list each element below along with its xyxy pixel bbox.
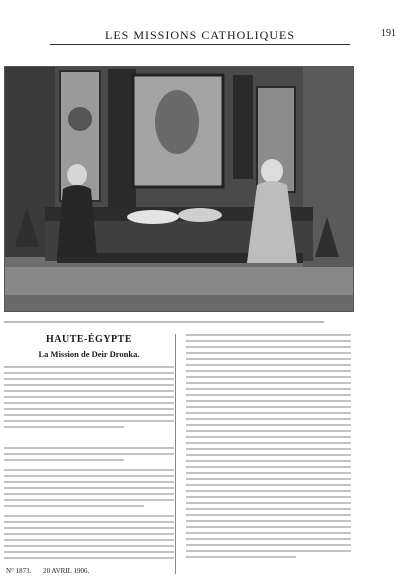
- section-headline: HAUTE-ÉGYPTE: [45, 334, 132, 345]
- running-head: [0, 28, 400, 42]
- running-head-title: LES MISSIONS CATHOLIQUES: [104, 28, 295, 42]
- photo-caption: [4, 314, 349, 332]
- column-divider: [175, 334, 176, 574]
- section-subhead: La Mission de Deir Dronka.: [38, 349, 140, 359]
- photograph: [4, 66, 354, 312]
- letter-text-block: [4, 447, 174, 564]
- text-block: [4, 366, 174, 438]
- photograph-image: [5, 67, 353, 311]
- page-number: 191: [381, 28, 396, 39]
- page-footer: [6, 567, 99, 575]
- issue-date: 20 AVRIL 1906.: [43, 567, 90, 575]
- header-rule: [50, 44, 350, 45]
- right-text-block: [186, 334, 351, 562]
- issue-number: N° 1873.: [6, 567, 32, 575]
